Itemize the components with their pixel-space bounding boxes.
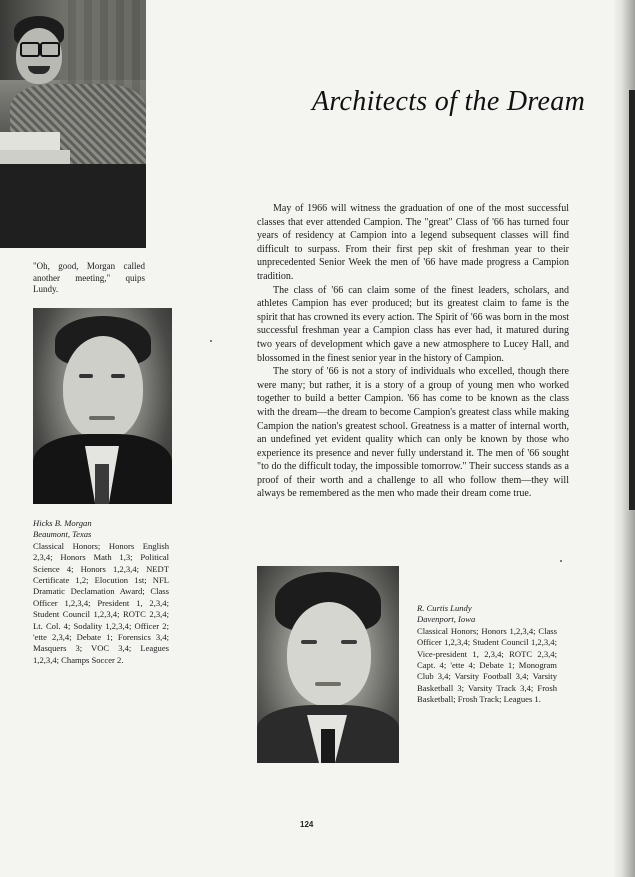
lundy-bio: [417, 603, 557, 706]
body-paragraph: May of 1966 will witness the graduation of one of the most successful classes that ever attended Campion. The "great" Class of '66 has turned four years of residency at Campion into a legend subsequent classes will find difficult to surpass. From their first pep skit of freshman year to their unprecedented Senior Week the men of '66 have made progress a Campion tradition.: [257, 203, 569, 282]
print-speck: [560, 560, 562, 562]
morgan-portrait: [33, 308, 172, 504]
lundy-town: Davenport, Iowa: [417, 614, 476, 625]
page-edge-binding: [629, 90, 635, 510]
page-title: Architects of the Dream: [312, 86, 586, 117]
body-text: [257, 202, 569, 501]
lundy-portrait: [257, 566, 399, 763]
morgan-activities: Classical Honors; Honors English 2,3,4; Honors Math 1,3; Political Science 4; Honors 1,2,3,4; NEDT Certificate 1,2; Elocution 1st; NFL Dramatic Declamation Award; Class Officer 1,2,3,4; President 1, 2,3,4; Student Council 1,2,3,4; ROTC 2,3,4; Lt. Col. 4; Sodality 1,2,3,4; Officer 2; 'ette 2,3,4; Debate 1; Forensics 3,4; Masquers 3; VOC 3,4; Leagues 1,2,3,4; Champs Soccer 2.: [33, 540, 169, 665]
body-paragraph: The story of '66 is not a story of individuals who excelled, though there were many; but rather, it is a story of a group of young men who worked together to build a better Campion. '66 has come to be known as the class with the dream—the dream to become Campion's greatest class while making Campion the nation's greatest school. Greatness is a matter of internal worth, an undefined yet evident quality which can only be known by those who experience its presence and never fully understand it. The men of '66 sought "to do the difficult today, the impossible tomorrow." Their success stands as a proof of their worth and a challenge to all who follow them—they will always be remembered as the men who made their dream come true.: [257, 366, 569, 500]
morgan-bio: [33, 518, 169, 666]
candid-photo: [0, 0, 146, 248]
candid-photo-caption: "Oh, good, Morgan called another meeting," quips Lundy.: [33, 261, 145, 295]
morgan-name: Hicks B. Morgan: [33, 518, 92, 528]
morgan-town: Beaumont, Texas: [33, 529, 92, 540]
print-speck: [210, 340, 212, 342]
body-paragraph: The class of '66 can claim some of the finest leaders, scholars, and athletes Campion has ever produced; but its greatest claim to fame is the spirit that has crowned its every action. The Spirit of '66 was born in the most successful freshman year a Campion class has ever had, it matured during two years of development which gave a new atmosphere to Lucey Hall, and blossomed in the finest senior year in the history of Campion.: [257, 284, 569, 364]
lundy-activities: Classical Honors; Honors 1,2,3,4; Class Officer 1,2,3,4; Student Council 1,2,3,4; Vice-president 1, 2,3,4; ROTC 2,3,4; Capt. 4; 'ette 4; Debate 1; Monogram Club 3,4; Varsity Football 3,4; Varsity Basketball 3; Varsity Track 3,4; Frosh Basketball; Frosh Track; Leagues 1.: [417, 625, 557, 705]
page-number: 124: [300, 820, 314, 829]
lundy-name: R. Curtis Lundy: [417, 603, 472, 613]
